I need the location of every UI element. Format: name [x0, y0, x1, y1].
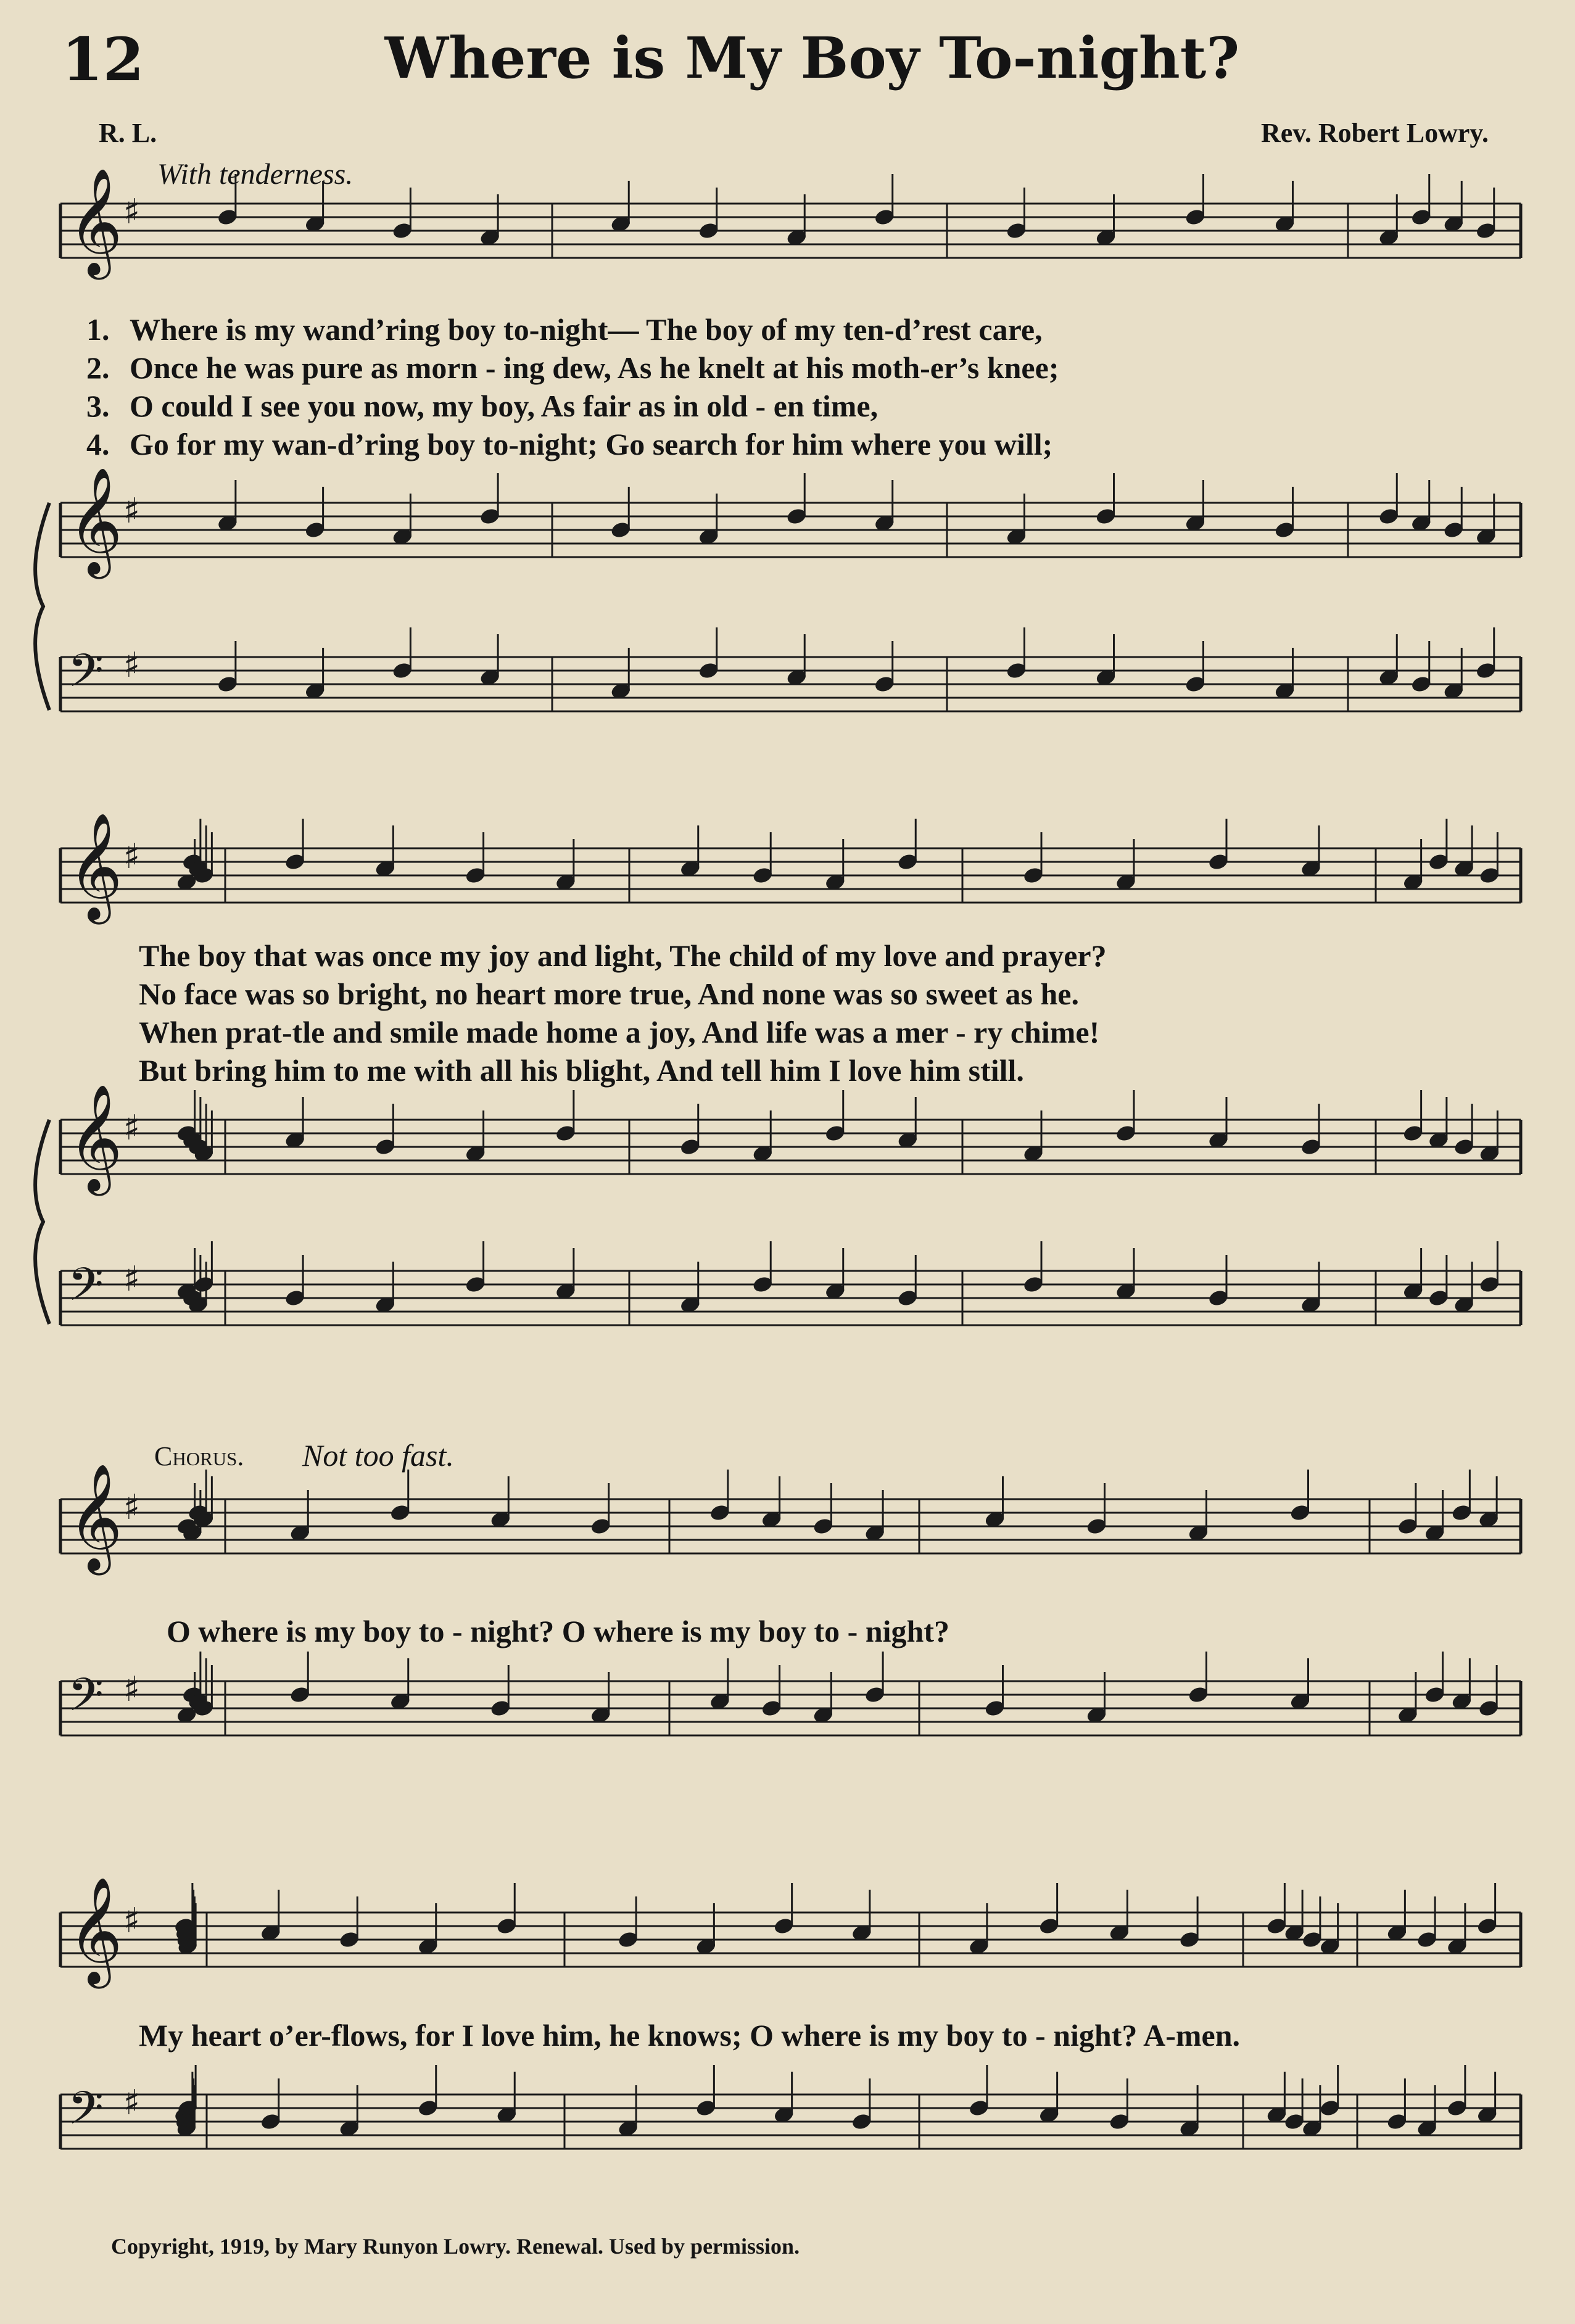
- hymn-number: 12: [62, 25, 144, 94]
- key-signature-sharp-icon: ♯: [123, 1259, 141, 1299]
- key-signature-sharp-icon: ♯: [123, 1487, 141, 1528]
- verse-line-4b: But bring him to me with all his blight, And tell him I love him still.: [139, 1053, 1024, 1088]
- bass-clef-icon: 𝄢: [68, 644, 104, 709]
- verse-line-1b: The boy that was once my joy and light, The child of my love and prayer?: [139, 938, 1107, 973]
- chorus-line-1: O where is my boy to - night? O where is my boy to - night?: [167, 1614, 949, 1648]
- copyright-notice: Copyright, 1919, by Mary Runyon Lowry. Renewal. Used by permission.: [111, 2234, 800, 2259]
- chorus-line-2: My heart o’er-flows, for I love him, he knows; O where is my boy to - night? A-men.: [139, 2018, 1241, 2053]
- key-signature-sharp-icon: ♯: [123, 1669, 141, 1710]
- key-signature-sharp-icon: ♯: [123, 1108, 141, 1148]
- clefs: [68, 168, 140, 2146]
- key-signature-sharp-icon: ♯: [123, 1901, 141, 1941]
- chorus-tempo: Not too fast.: [302, 1438, 454, 1473]
- composer-credit: Rev. Robert Lowry.: [1260, 118, 1489, 148]
- treble-clef-icon: 𝄞: [68, 1084, 123, 1191]
- verse-line-3: 3. O could I see you now, my boy, As fair as in old - en time,: [86, 389, 878, 423]
- verse-line-3b: When prat-tle and smile made home a joy, And life was a mer - ry chime!: [139, 1015, 1100, 1049]
- bass-clef-icon: 𝄢: [68, 1258, 104, 1323]
- bass-clef-icon: 𝄢: [68, 1668, 104, 1733]
- key-signature-sharp-icon: ♯: [123, 2083, 141, 2123]
- lyricist-credit: R. L.: [99, 118, 157, 148]
- key-signature-sharp-icon: ♯: [123, 192, 141, 232]
- verses-first-half: [86, 312, 1530, 465]
- notes: [173, 174, 1500, 2138]
- key-signature-sharp-icon: ♯: [123, 645, 141, 685]
- verses-second-half: [139, 938, 1575, 1091]
- staff-lines: [60, 204, 1521, 2149]
- chorus-label: Chorus.: [154, 1441, 244, 1471]
- tempo-marking: With tenderness.: [157, 158, 353, 191]
- verse-line-2: 2. Once he was pure as morn - ing dew, As he knelt at his moth-er’s knee;: [86, 350, 1059, 385]
- hymn-title-text: Where is My Boy To-night?: [384, 25, 1240, 91]
- brace-icon: [35, 1120, 49, 1324]
- treble-clef-icon: 𝄞: [68, 1877, 123, 1984]
- verse-line-4: 4. Go for my wan-d’ring boy to-night; Go search for him where you will;: [86, 427, 1053, 461]
- verse-line-1: 1. Where is my wand’ring boy to-night— The boy of my ten-d’rest care,: [86, 312, 1043, 347]
- key-signature-sharp-icon: ♯: [123, 491, 141, 531]
- key-signature-sharp-icon: ♯: [123, 837, 141, 877]
- verse-line-2b: No face was so bright, no heart more true, And none was so sweet as he.: [139, 977, 1079, 1011]
- treble-clef-icon: 𝄞: [68, 1463, 123, 1571]
- treble-clef-icon: 𝄞: [68, 813, 123, 920]
- brace-icon: [35, 503, 49, 710]
- barlines: [35, 204, 1521, 2149]
- treble-clef-icon: 𝄞: [68, 467, 123, 574]
- bass-clef-icon: 𝄢: [68, 2082, 104, 2146]
- treble-clef-icon: 𝄞: [68, 168, 123, 275]
